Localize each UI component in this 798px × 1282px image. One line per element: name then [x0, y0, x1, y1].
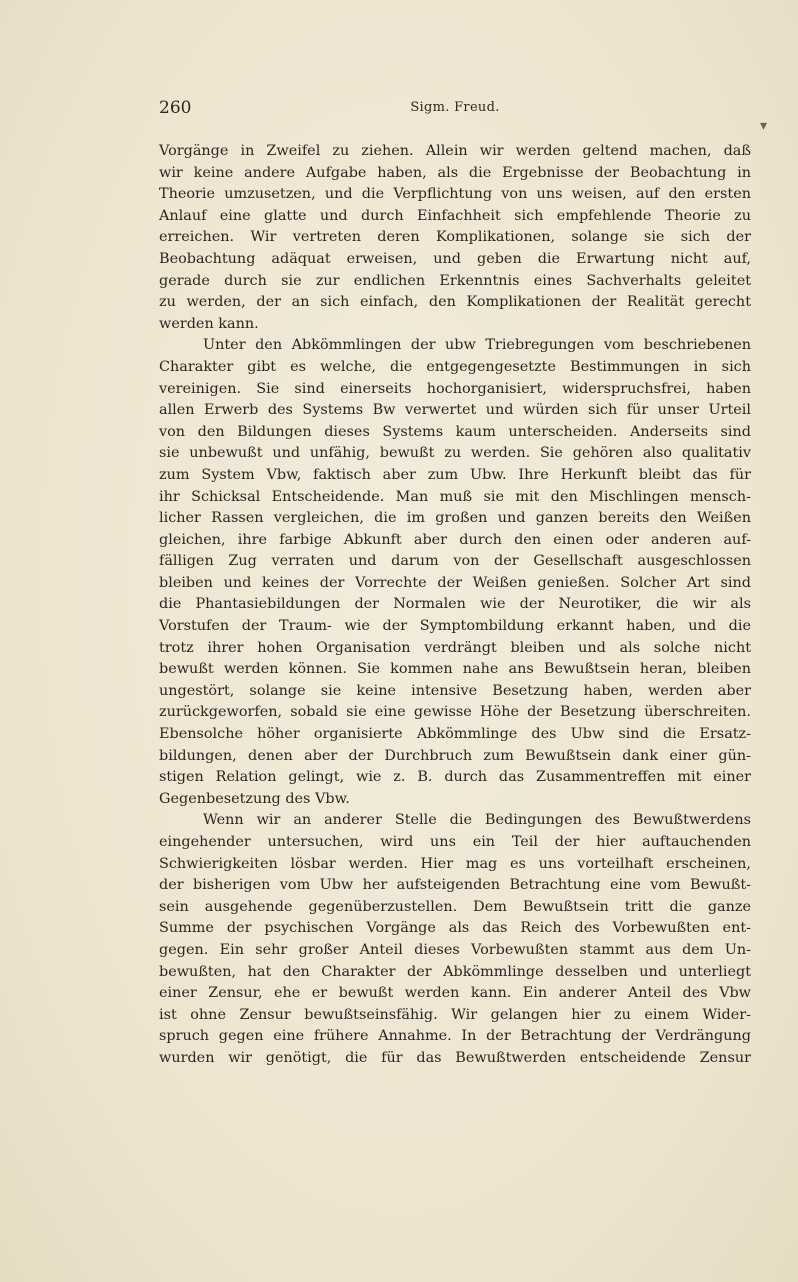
- text-line: wurden wir genötigt, die für das Bewußtwerden entscheidende Zensur: [159, 1049, 751, 1066]
- text-line: zum System Vbw, faktisch aber zum Ubw. Ihre Herkunft bleibt das für: [159, 466, 751, 483]
- text-line: bildungen, denen aber der Durchbruch zum Bewußtsein dank einer gün-: [159, 747, 751, 764]
- text-line: zurückgeworfen, sobald sie eine gewisse Höhe der Besetzung überschreiten.: [159, 704, 751, 721]
- text-line: allen Erwerb des Systems Bw verwertet und würden sich für unser Urteil: [159, 402, 751, 419]
- text-line: licher Rassen vergleichen, die im großen und ganzen bereits den Weißen: [159, 510, 751, 527]
- text-line: Vorstufen der Traum- wie der Symptombildung erkannt haben, und die: [159, 618, 751, 635]
- text-line: Gegenbesetzung des Vbw.: [159, 790, 350, 807]
- text-line: ungestört, solange sie keine intensive Besetzung haben, werden aber: [159, 682, 751, 699]
- text-line: bewußt werden können. Sie kommen nahe ans Bewußtsein heran, bleiben: [159, 661, 751, 678]
- text-line: stigen Relation gelingt, wie z. B. durch das Zusammentreffen mit einer: [159, 769, 751, 786]
- text-line: von den Bildungen dieses Systems kaum unterscheiden. Anderseits sind: [159, 423, 751, 440]
- text-line: gerade durch sie zur endlichen Erkenntnis eines Sachverhalts geleitet: [159, 272, 751, 289]
- paragraph-2: [159, 335, 751, 810]
- text-line: Ebensolche höher organisierte Abkömmlinge des Ubw sind die Ersatz-: [159, 726, 751, 743]
- text-line: sein ausgehende gegenüberzustellen. Dem Bewußtsein tritt die ganze: [159, 898, 751, 915]
- text-line: fälligen Zug verraten und darum von der Gesellschaft ausgeschlossen: [159, 553, 751, 570]
- text-line: Wenn wir an anderer Stelle die Bedingungen des Bewußtwerdens: [203, 812, 751, 829]
- text-line: Anlauf eine glatte und durch Einfachheit sich empfehlende Theorie zu: [159, 207, 751, 224]
- body-text: [159, 141, 751, 1070]
- page-header: [159, 98, 751, 122]
- text-line: eingehender untersuchen, wird uns ein Teil der hier auftauchenden: [159, 834, 751, 850]
- text-line: ihr Schicksal Entscheidende. Man muß sie mit den Mischlingen mensch-: [159, 488, 751, 505]
- page-number: 260: [159, 98, 192, 118]
- text-line: der bisherigen vom Ubw her aufsteigenden Betrachtung eine vom Bewußt-: [159, 877, 751, 894]
- text-line: trotz ihrer hohen Organisation verdrängt bleiben und als solche nicht: [159, 639, 751, 656]
- text-line: wir keine andere Aufgabe haben, als die Ergebnisse der Beobachtung in: [159, 164, 751, 181]
- text-line: werden kann.: [159, 315, 259, 332]
- text-line: vereinigen. Sie sind einerseits hochorganisiert, widerspruchsfrei, haben: [159, 380, 751, 397]
- corner-mark-icon: ▾: [760, 118, 768, 134]
- paragraph-3: [159, 810, 751, 1069]
- text-line: zu werden, der an sich einfach, den Komplikationen der Realität gerecht: [159, 294, 751, 311]
- text-line: bewußten, hat den Charakter der Abkömmlinge desselben und unterliegt: [159, 963, 751, 980]
- paragraph-1: [159, 141, 751, 335]
- text-line: einer Zensur, ehe er bewußt werden kann. Ein anderer Anteil des Vbw: [159, 985, 751, 1002]
- text-line: Charakter gibt es welche, die entgegengesetzte Bestimmungen in sich: [159, 358, 751, 375]
- text-line: Unter den Abkömmlingen der ubw Triebregungen vom beschriebenen: [203, 337, 751, 354]
- running-head: Sigm. Freud.: [410, 100, 500, 115]
- text-line: Theorie umzusetzen, und die Verpflichtung von uns weisen, auf den ersten: [159, 186, 751, 203]
- text-line: Vorgänge in Zweifel zu ziehen. Allein wir werden geltend machen, daß: [159, 143, 751, 159]
- text-line: Summe der psychischen Vorgänge als das Reich des Vorbewußten ent-: [159, 920, 751, 937]
- text-line: gleichen, ihre farbige Abkunft aber durch den einen oder anderen auf-: [159, 531, 751, 548]
- text-line: bleiben und keines der Vorrechte der Weißen genießen. Solcher Art sind: [159, 574, 751, 591]
- text-line: sie unbewußt und unfähig, bewußt zu werden. Sie gehören also qualitativ: [159, 445, 751, 462]
- text-line: Schwierigkeiten lösbar werden. Hier mag es uns vorteilhaft erscheinen,: [159, 855, 751, 872]
- text-line: gegen. Ein sehr großer Anteil dieses Vorbewußten stammt aus dem Un-: [159, 941, 751, 958]
- text-line: ist ohne Zensur bewußtseinsfähig. Wir gelangen hier zu einem Wider-: [159, 1006, 751, 1023]
- text-line: erreichen. Wir vertreten deren Komplikationen, solange sie sich der: [159, 229, 751, 246]
- text-line: die Phantasiebildungen der Normalen wie der Neurotiker, die wir als: [159, 596, 751, 613]
- text-line: Beobachtung adäquat erweisen, und geben die Erwartung nicht auf,: [159, 250, 751, 267]
- text-line: spruch gegen eine frühere Annahme. In der Betrachtung der Verdrängung: [159, 1028, 751, 1045]
